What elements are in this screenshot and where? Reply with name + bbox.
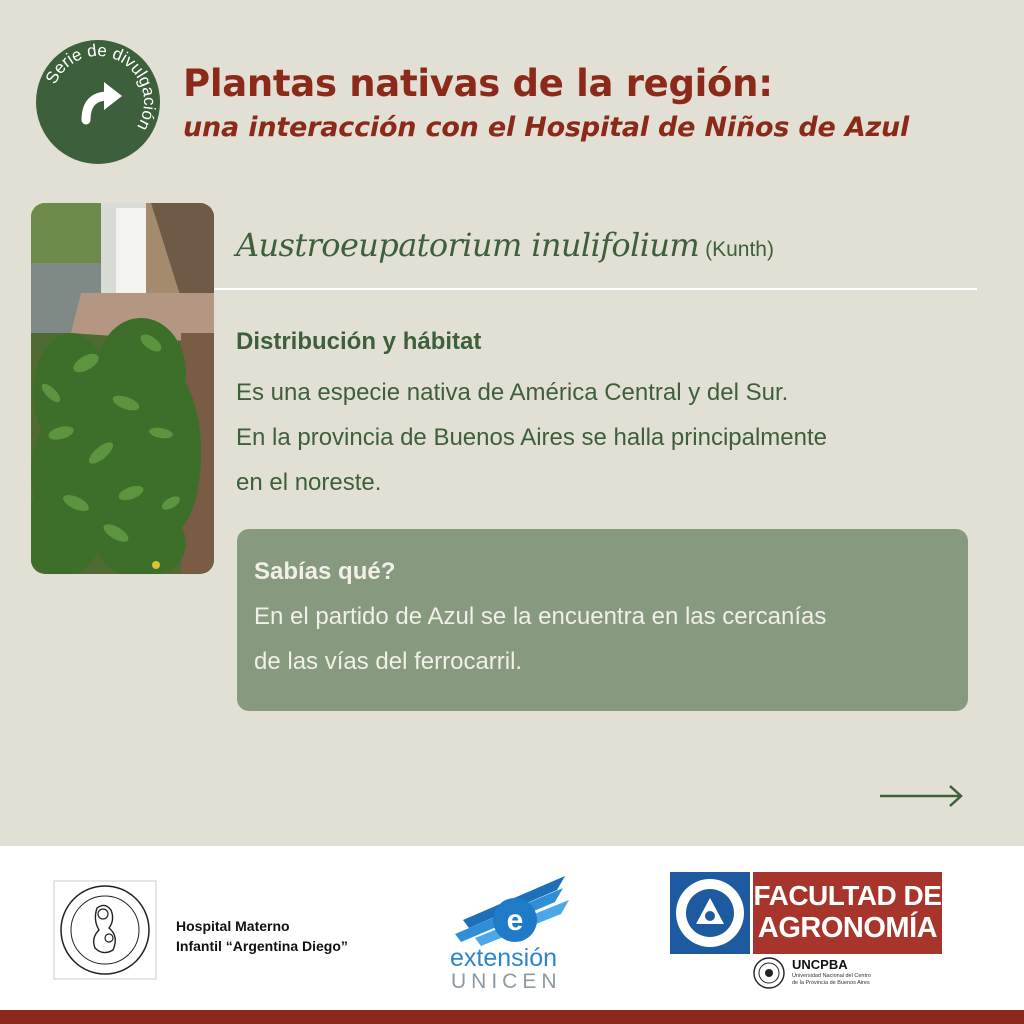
fact-line: de las vías del ferrocarril. xyxy=(254,648,523,675)
species-name xyxy=(236,226,774,264)
university-name: UNCPBA xyxy=(792,957,848,972)
bottom-bar xyxy=(0,1010,1024,1024)
fact-box xyxy=(237,529,968,711)
fact-title: Sabías qué? xyxy=(254,558,396,585)
badge-text: Serie de divulgación xyxy=(41,40,160,134)
hospital-name xyxy=(176,916,348,956)
extension-unicen: UNICEN xyxy=(451,970,562,993)
scientific-name: Austroeupatorium inulifolium xyxy=(236,226,700,264)
hospital-name-line: Hospital Materno xyxy=(176,918,290,934)
next-arrow-icon[interactable] xyxy=(878,782,966,810)
series-badge xyxy=(36,40,160,164)
faculty-name-line: FACULTAD DE xyxy=(753,880,942,911)
extension-word: extensión xyxy=(450,944,558,972)
faculty-name-box xyxy=(753,872,942,954)
fact-text xyxy=(254,594,826,684)
extension-e-glyph: e xyxy=(506,904,524,937)
fact-line: En el partido de Azul se la encuentra en las cercanías xyxy=(254,603,827,630)
plant-photo xyxy=(31,203,214,574)
page-subtitle: una interacción con el Hospital de Niños de Azul xyxy=(183,112,910,143)
distribution-text xyxy=(236,370,827,505)
faculty-name-line: AGRONOMÍA xyxy=(757,912,938,944)
distribution-line: En la provincia de Buenos Aires se halla principalmente xyxy=(236,424,828,451)
hospital-logo xyxy=(53,880,157,980)
university-subtitle xyxy=(792,973,871,987)
hospital-name-line: Infantil “Argentina Diego” xyxy=(176,938,348,954)
faculty-seal xyxy=(670,872,750,954)
species-authority: (Kunth) xyxy=(705,238,774,261)
uncpba-seal xyxy=(752,957,786,989)
university-subtitle-line: Universidad Nacional del Centro xyxy=(792,973,871,979)
distribution-line: en el noreste. xyxy=(236,469,382,496)
distribution-heading: Distribución y hábitat xyxy=(236,328,482,355)
distribution-line: Es una especie nativa de América Central y del Sur. xyxy=(236,379,789,406)
divider xyxy=(214,288,977,290)
page-title: Plantas nativas de la región: xyxy=(183,62,773,105)
university-subtitle-line: de la Provincia de Buenos Aires xyxy=(792,980,870,986)
